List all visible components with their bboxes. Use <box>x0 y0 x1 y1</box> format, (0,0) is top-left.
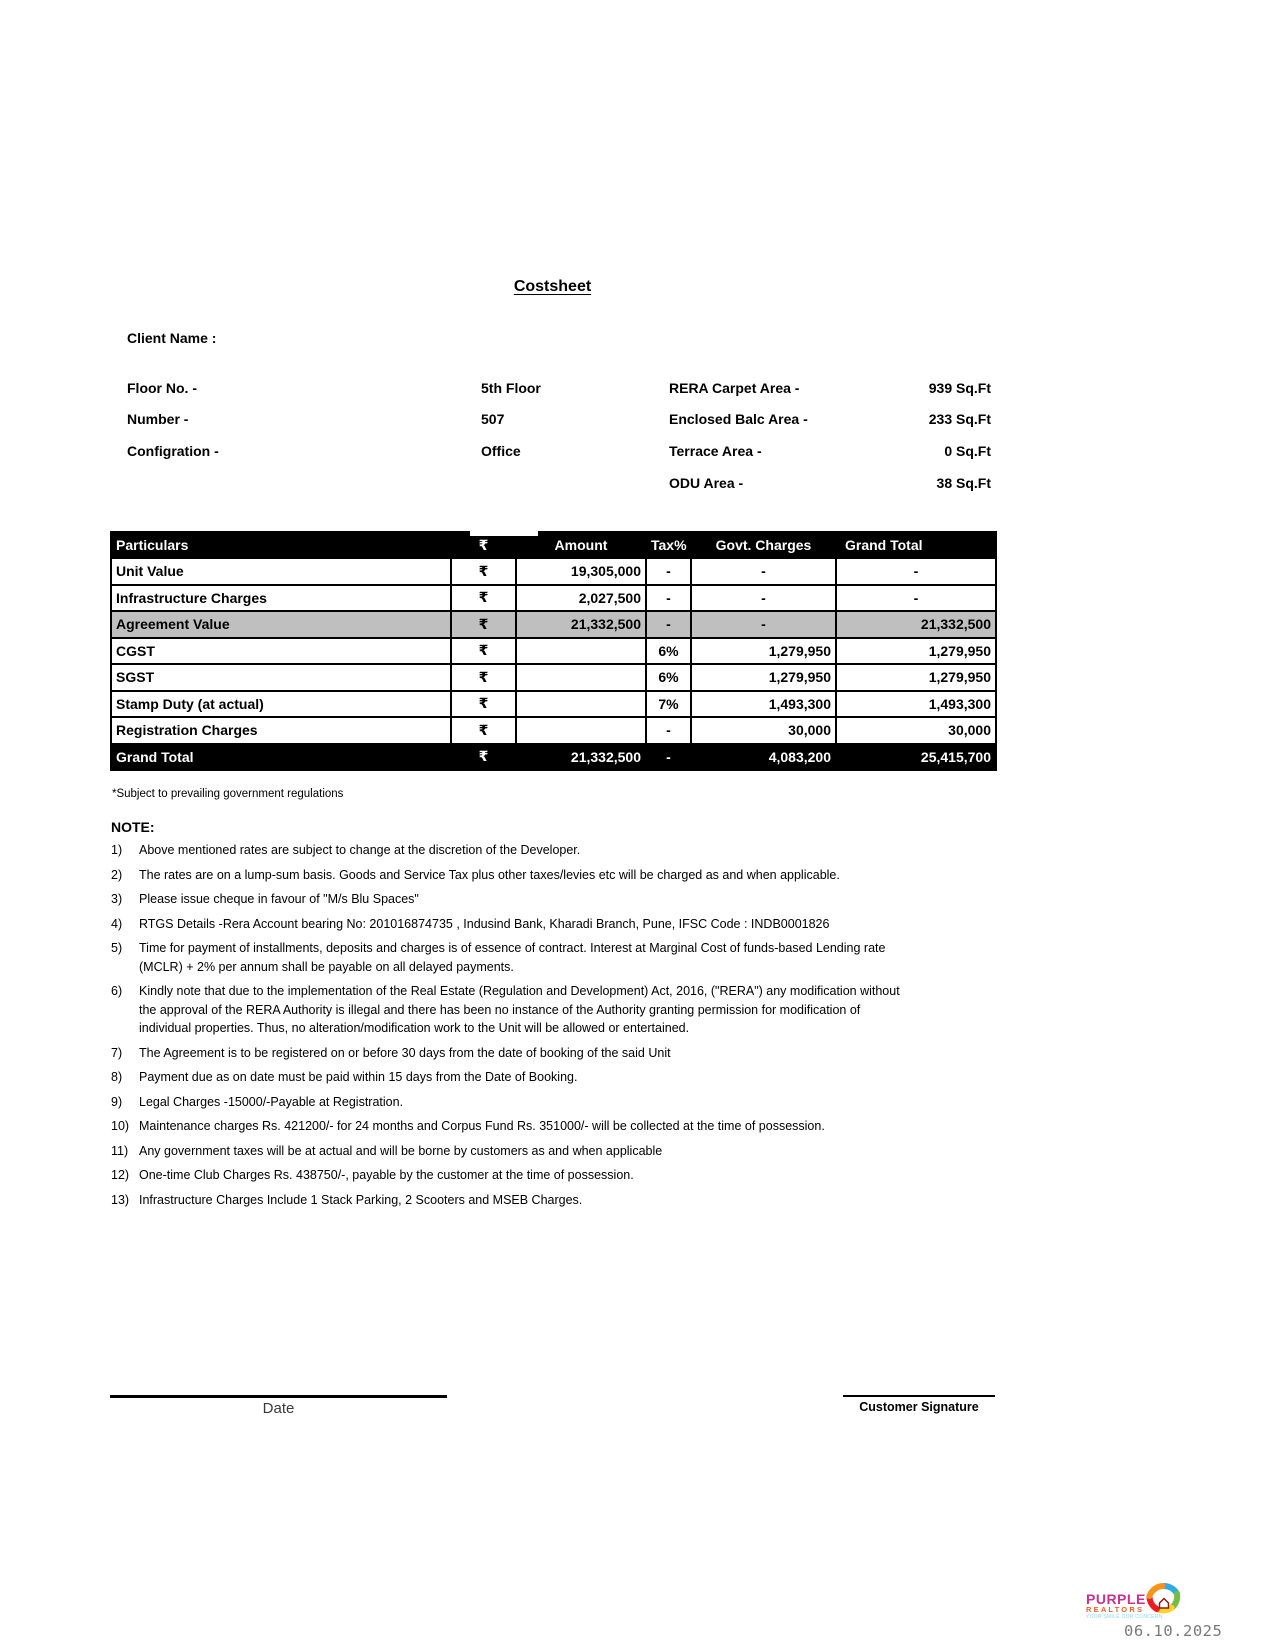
terrace-area-label: Terrace Area - <box>669 443 762 459</box>
table-row: Unit Value ₹ 19,305,000 - - - <box>111 558 996 585</box>
header-notch <box>470 531 538 536</box>
cost-table <box>110 531 999 771</box>
note-item: 10) Maintenance charges Rs. 421200/- for 24 months and Corpus Fund Rs. 351000/- will be collected at the time of possession. <box>111 1119 825 1133</box>
col-particulars: Particulars <box>111 532 451 558</box>
info-row-odu <box>127 475 993 491</box>
page-title: Costsheet <box>513 278 592 295</box>
stamp-date: 06.10.2025 <box>1124 1622 1223 1640</box>
info-row-configuration <box>127 443 993 459</box>
note-item: 3) Please issue cheque in favour of "M/s Blu Spaces" <box>111 892 419 906</box>
odu-area-label: ODU Area - <box>669 475 744 491</box>
col-tax: Tax% <box>646 532 691 558</box>
table-row: Infrastructure Charges ₹ 2,027,500 - - - <box>111 585 996 612</box>
note-item: 9) Legal Charges -15000/-Payable at Registration. <box>111 1094 404 1109</box>
note-item: 1) Above mentioned rates are subject to change at the discretion of the Developer. <box>111 843 581 857</box>
notes-list <box>111 841 914 1215</box>
logo-subtitle: REALTORS <box>1086 1605 1145 1614</box>
col-amount: Amount <box>516 532 646 558</box>
note-item: 2) The rates are on a lump-sum basis. Goods and Service Tax plus other taxes/levies etc will be charged as and when applicable. <box>111 867 840 882</box>
number-label: Number - <box>127 411 189 427</box>
col-govt-charges: Govt. Charges <box>691 532 836 558</box>
odu-area-value: 38 Sq.Ft <box>936 475 991 491</box>
notes-heading: NOTE: <box>111 819 155 835</box>
note-item: 7) The Agreement is to be registered on or before 30 days from the date of booking of the said Unit <box>111 1045 671 1060</box>
date-label: Date <box>262 1400 295 1417</box>
logo-wordmark: PURPLE <box>1086 1591 1146 1607</box>
terrace-area-value: 0 Sq.Ft <box>944 443 991 459</box>
date-signature-line <box>110 1395 447 1398</box>
col-rupee: ₹ <box>451 532 516 558</box>
table-row-grand-total: Grand Total ₹ 21,332,500 - 4,083,200 25,415,700 <box>111 744 996 771</box>
configuration-value: Office <box>481 443 521 459</box>
table-row: SGST ₹ 6% 1,279,950 1,279,950 <box>111 664 996 691</box>
balc-area-value: 233 Sq.Ft <box>928 411 991 427</box>
note-item: 11) Any government taxes will be at actual and will be borne by customers as and when applicable <box>111 1143 663 1158</box>
configuration-label: Configration - <box>127 443 219 459</box>
rera-area-value: 939 Sq.Ft <box>928 380 991 396</box>
floor-value: 5th Floor <box>481 380 541 396</box>
logo-tagline: YOUR SMILE OUR CONCERN <box>1086 1614 1163 1620</box>
note-item: 5) Time for payment of installments, deposits and charges is of essence of contract. Interest at Marginal Cost of funds-based Lending rate (MCLR) + 2% per annum shall be payable on all delayed payments. <box>111 941 886 974</box>
info-row-floor <box>127 380 993 396</box>
rera-area-label: RERA Carpet Area - <box>669 380 800 396</box>
note-item: 8) Payment due as on date must be paid within 15 days from the Date of Booking. <box>111 1070 578 1084</box>
note-item: 13) Infrastructure Charges Include 1 Stack Parking, 2 Scooters and MSEB Charges. <box>111 1192 583 1207</box>
logo-star-icon <box>1144 1580 1184 1622</box>
info-row-number <box>127 411 993 427</box>
customer-signature-line <box>843 1395 995 1397</box>
table-row: Stamp Duty (at actual) ₹ 7% 1,493,300 1,493,300 <box>111 691 996 718</box>
number-value: 507 <box>481 411 505 427</box>
note-item: 6) Kindly note that due to the implementation of the Real Estate (Regulation and Development) Act, 2016, ("RERA") any modification without the approval of the RERA Authority is illegal and there has been no instance of the Authority granting permission for modification of individual properties. Thus, no alteration/modification work to the Unit will be allowed or entertained. <box>111 984 900 1035</box>
floor-label: Floor No. - <box>127 380 197 396</box>
col-grand-total: Grand Total <box>836 532 996 558</box>
note-item: 12) One-time Club Charges Rs. 438750/-, payable by the customer at the time of possession. <box>111 1168 634 1182</box>
customer-signature-label: Customer Signature <box>859 1400 979 1414</box>
table-footnote: *Subject to prevailing government regulations <box>112 788 344 800</box>
table-row-agreement-value: Agreement Value ₹ 21,332,500 - - 21,332,500 <box>111 611 996 638</box>
balc-area-label: Enclosed Balc Area - <box>669 411 808 427</box>
table-row: Registration Charges ₹ - 30,000 30,000 <box>111 717 996 744</box>
client-name-label: Client Name : <box>127 330 217 346</box>
table-row: CGST ₹ 6% 1,279,950 1,279,950 <box>111 638 996 665</box>
table-header-row <box>111 532 996 558</box>
note-item: 4) RTGS Details -Rera Account bearing No: 201016874735 , Indusind Bank, Kharadi Branch, Pune, IFSC Code : INDB0001826 <box>111 916 830 931</box>
